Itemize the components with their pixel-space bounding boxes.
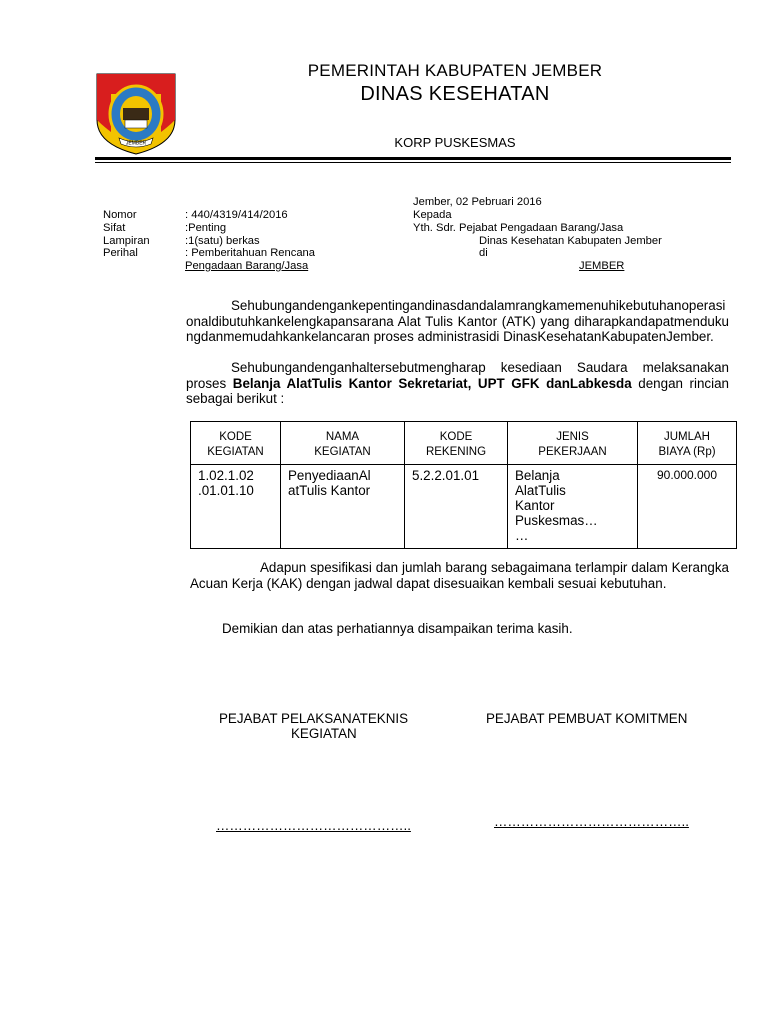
th-nama-kegiatan: NAMA KEGIATAN [281, 422, 405, 465]
cell-jumlah-biaya: 90.000.000 [638, 465, 737, 549]
p2-end: dengan rincian sebagai berikut : [186, 375, 729, 406]
recipient-city: JEMBER [579, 260, 625, 272]
body-paragraph-2 [186, 360, 729, 407]
sifat-label: Sifat [103, 222, 126, 234]
jember-regency-logo [95, 72, 177, 156]
th-jenis-pekerjaan: JENIS PEKERJAAN [508, 422, 638, 465]
lampiran-label: Lampiran [103, 235, 150, 247]
nomor-value: : 440/4319/414/2016 [185, 209, 288, 221]
header-government: PEMERINTAH KABUPATEN JEMBER [307, 61, 603, 80]
recipient-org: Dinas Kesehatan Kabupaten Jember [479, 235, 662, 247]
p2-bold: Belanja AlatTulis Kantor Sekretariat, UPT GFK danLabkesda [232, 375, 632, 391]
p2-start: Sehubungandenganhaltersebutmengharap kesediaan Saudara melaksanakan proses [186, 360, 729, 391]
signature-right-title: PEJABAT PEMBUAT KOMITMEN [486, 711, 688, 726]
signature-left-title: PEJABAT PELAKSANATEKNIS [219, 711, 409, 726]
body-paragraph-3: Adapun spesifikasi dan jumlah barang sebagaimana terlampir dalam Kerangka Acuan Kerja (KAK) dengan jadwal dapat disesuaikan kembali sesuai kebutuhan. [190, 560, 729, 591]
cell-jenis-pekerjaan: Belanja AlatTulis Kantor Puskesmas… … [508, 465, 638, 549]
perihal-value: : Pemberitahuan Rencana [185, 247, 315, 259]
signature-left-title-cont: KEGIATAN [291, 726, 357, 741]
cell-kode-rekening: 5.2.2.01.01 [405, 465, 508, 549]
body-paragraph-1: Sehubungandengankepentingandinasdandalamrangkamemenuhikebutuhanoperasionaldibutuhkankelengkapansarana Alat Tulis Kantor (ATK) yang diharapkandapatmendukungdanmemudahkankelancaran proses administrasidi DinasKesehatanKabupatenJember. [186, 298, 729, 344]
perihal-value-cont: Pengadaan Barang/Jasa [185, 260, 309, 272]
letter-date: Jember, 02 Pebruari 2016 [413, 196, 542, 208]
body-paragraph-4: Demikian dan atas perhatiannya disampaikan terima kasih. [222, 621, 573, 636]
logo-text: JEMBER [125, 140, 147, 147]
nomor-label: Nomor [103, 209, 137, 221]
lampiran-value: :1(satu) berkas [185, 235, 260, 247]
recipient-yth: Yth. Sdr. Pejabat Pengadaan Barang/Jasa [413, 222, 624, 234]
signature-right-line: …………………………………….. [494, 814, 689, 829]
header-agency: DINAS KESEHATAN [360, 83, 550, 105]
cell-kode-kegiatan: 1.02.1.02 .01.01.10 [191, 465, 281, 549]
header-unit: KORP PUSKESMAS [394, 135, 516, 150]
th-kode-kegiatan: KODE KEGIATAN [191, 422, 281, 465]
table-row [191, 465, 737, 549]
sifat-value: :Penting [185, 222, 227, 234]
th-kode-rekening: KODE REKENING [405, 422, 508, 465]
recipient-di: di [479, 247, 488, 259]
signature-left-line: …………………………………….. [216, 818, 411, 833]
header-rule-thin [95, 162, 731, 163]
table-header-row [191, 422, 737, 465]
th-jumlah-biaya: JUMLAH BIAYA (Rp) [638, 422, 737, 465]
perihal-label: Perihal [103, 247, 138, 259]
activity-table [190, 421, 737, 549]
recipient-kepada: Kepada [413, 209, 452, 221]
cell-nama-kegiatan: PenyediaanAl atTulis Kantor [281, 465, 405, 549]
header-rule-thick [95, 157, 731, 160]
